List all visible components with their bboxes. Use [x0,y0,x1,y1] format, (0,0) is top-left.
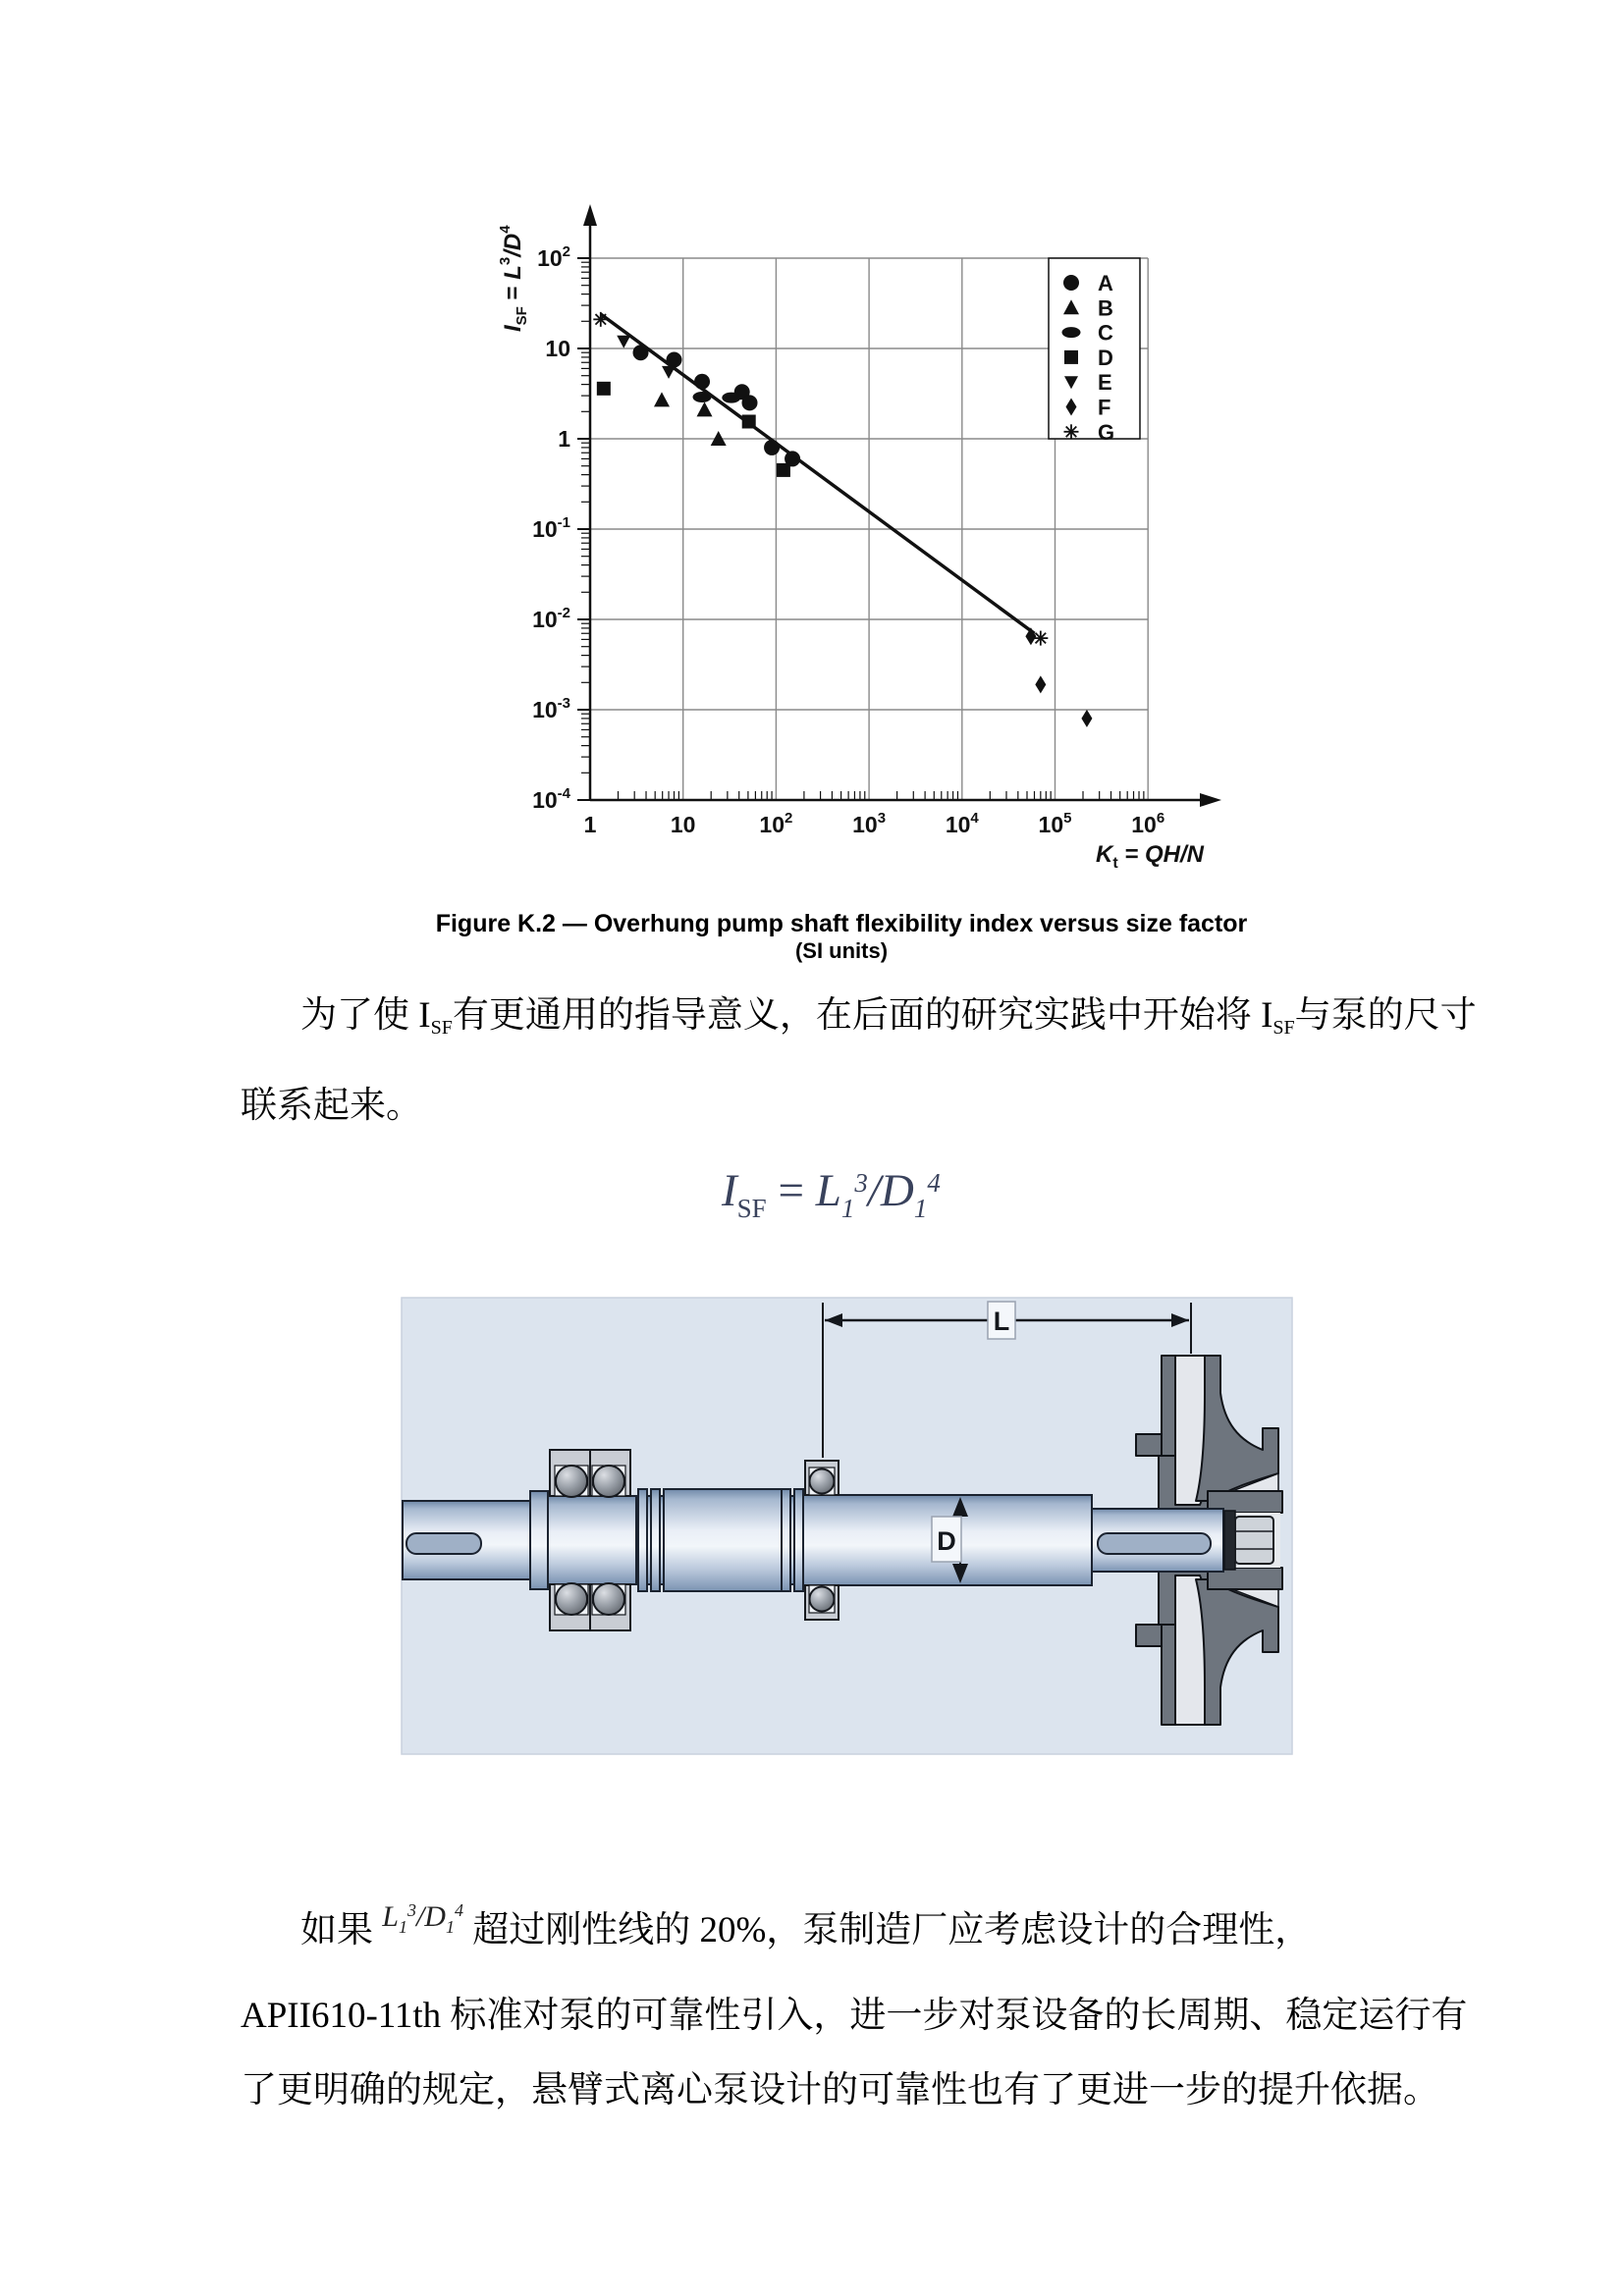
legend-label: D [1098,345,1113,370]
marker-square [777,463,790,477]
legend-label: G [1098,419,1115,445]
formula-SF-sub: SF [736,1194,767,1223]
x-tick-label: 10 [670,812,696,837]
marker-square [742,414,756,428]
bearing-ball [593,1583,624,1615]
formula-I: I [722,1165,737,1216]
figure-caption [393,909,1290,964]
y-tick-label: 1 [558,426,570,452]
figure-caption-line1: Figure K.2 — Overhung pump shaft flexibility index versus size factor [435,910,1248,937]
inline-L: L [382,1900,399,1933]
formula-slash: / [867,1165,881,1216]
chart-legend [1049,258,1140,445]
trend-line [601,314,1035,633]
paragraph-2-line-2 [241,1985,1467,2038]
y-tick-label: $10^{-1}$ [532,514,570,542]
y-tick-label: $10^{-4}$ [532,785,570,813]
formula-D: D [880,1165,914,1216]
marker-diamond [1035,675,1046,693]
x-tick-label: $10^6$ [1131,810,1165,837]
y-axis-label-group [497,225,530,332]
formula-L-sub: 1 [840,1194,855,1223]
dim-L-label: L [993,1307,1010,1336]
paragraph-2-line-1 [300,1899,1311,1952]
p2-text-c: APII610-11th 标准对泵的可靠性引入，进一步对泵设备的长周期、稳定运行有 [241,1996,1468,2036]
x-axis-label: $K_t = QH/N$ [1095,841,1204,872]
x-tick-label: 1 [583,812,597,837]
bearing-ball [810,1587,835,1612]
paragraph-2-line-3 [241,2059,1439,2112]
y-axis-label: $I_{SF} = L^3/D^4$ [497,225,530,332]
series-G [593,312,1048,646]
pump-shaft-diagram [393,1291,1301,1767]
legend-label: B [1098,295,1113,321]
y-tick-label: $10^2$ [537,243,570,271]
shaft-ring [794,1489,803,1591]
legend-label: E [1098,370,1112,396]
formula-D-sub: 1 [913,1194,928,1223]
marker-triangle-down [662,366,676,379]
inline-D-sub: 1 [445,1917,455,1937]
p2-text-b: 超过刚性线的 20%，泵制造厂应考虑设计的合理性， [462,1910,1312,1950]
bearing-ball [810,1469,835,1494]
marker-diamond [1081,710,1092,727]
marker-ellipse [693,392,712,402]
shaft-ring [782,1489,790,1591]
display-formula [722,1164,941,1224]
shaft-ring [651,1489,660,1591]
chart-canvas [471,167,1257,888]
impeller-nut [1235,1517,1273,1564]
inline-formula [382,1900,463,1937]
shaft-keyway-right [1098,1533,1211,1554]
y-axis-arrow [583,204,597,226]
p2-text-d: 了更明确的规定，悬臂式离心泵设计的可靠性也有了更进一步的提升依据。 [241,2070,1439,2110]
legend-label: F [1098,395,1111,420]
shaft-diagram-canvas [393,1291,1301,1767]
y-tick-label: $10^{-3}$ [532,695,570,722]
inline-D-sup: 4 [454,1900,463,1920]
x-axis-arrow [1200,793,1221,807]
formula-L-sup: 3 [854,1168,868,1198]
legend-label: A [1098,271,1113,295]
shaft-collar [530,1491,548,1589]
marker-triangle-up [654,392,670,406]
p1-sub-sf-1: SF [430,1017,453,1039]
marker-circle [633,345,649,360]
flexibility-index-chart [471,167,1257,888]
formula-D-sup: 4 [927,1168,941,1198]
marker-square [597,382,611,396]
shaft-bearing-seat [548,1496,640,1584]
inline-L-sub: 1 [398,1917,407,1937]
formula-L: L [815,1165,841,1216]
legend-box [1049,258,1140,439]
x-tick-label: $10^3$ [852,810,887,837]
legend-label: C [1098,320,1113,346]
p1-text-c: 与泵的尺寸 [1294,995,1477,1036]
marker-triangle-up [697,401,713,416]
p1-text-b: 有更通用的指导意义，在后面的研究实践中开始将 I [452,995,1273,1036]
figure-caption-line2: (SI units) [794,938,889,963]
paragraph-1-line-1 [300,985,1477,1040]
paragraph-1-line-2 [241,1075,422,1128]
marker-circle [764,440,780,455]
formula-equals: = [766,1165,816,1216]
marker-triangle-down [617,336,630,348]
marker-ellipse [1062,327,1081,338]
bearing-ball [593,1466,624,1497]
p1-sub-sf-2: SF [1272,1017,1295,1039]
marker-circle [742,395,758,410]
marker-ellipse [722,393,740,403]
dim-D-label: D [937,1526,956,1556]
p2-text-a: 如果 [300,1910,383,1950]
p1-text-a: 为了使 I [300,995,431,1036]
shaft-ring [638,1489,647,1591]
inline-L-sup: 3 [406,1900,416,1920]
inline-D: D [424,1900,446,1933]
x-tick-label: $10^2$ [759,810,793,837]
p1-text-d: 联系起来。 [241,1086,422,1126]
y-tick-label: $10^{-2}$ [532,605,570,632]
bearing-ball [556,1466,587,1497]
marker-circle [1063,275,1079,291]
inline-slash: / [415,1900,425,1933]
shaft-washer [1224,1511,1235,1570]
x-tick-label: $10^5$ [1038,810,1072,837]
bearing-ball [556,1583,587,1615]
shaft-keyway-left [406,1533,481,1554]
marker-circle [694,374,710,390]
marker-circle [667,351,682,367]
marker-square [1064,350,1078,364]
shaft-center-segment [664,1489,782,1591]
x-tick-label: $10^4$ [945,810,979,837]
y-tick-label: 10 [545,336,570,361]
